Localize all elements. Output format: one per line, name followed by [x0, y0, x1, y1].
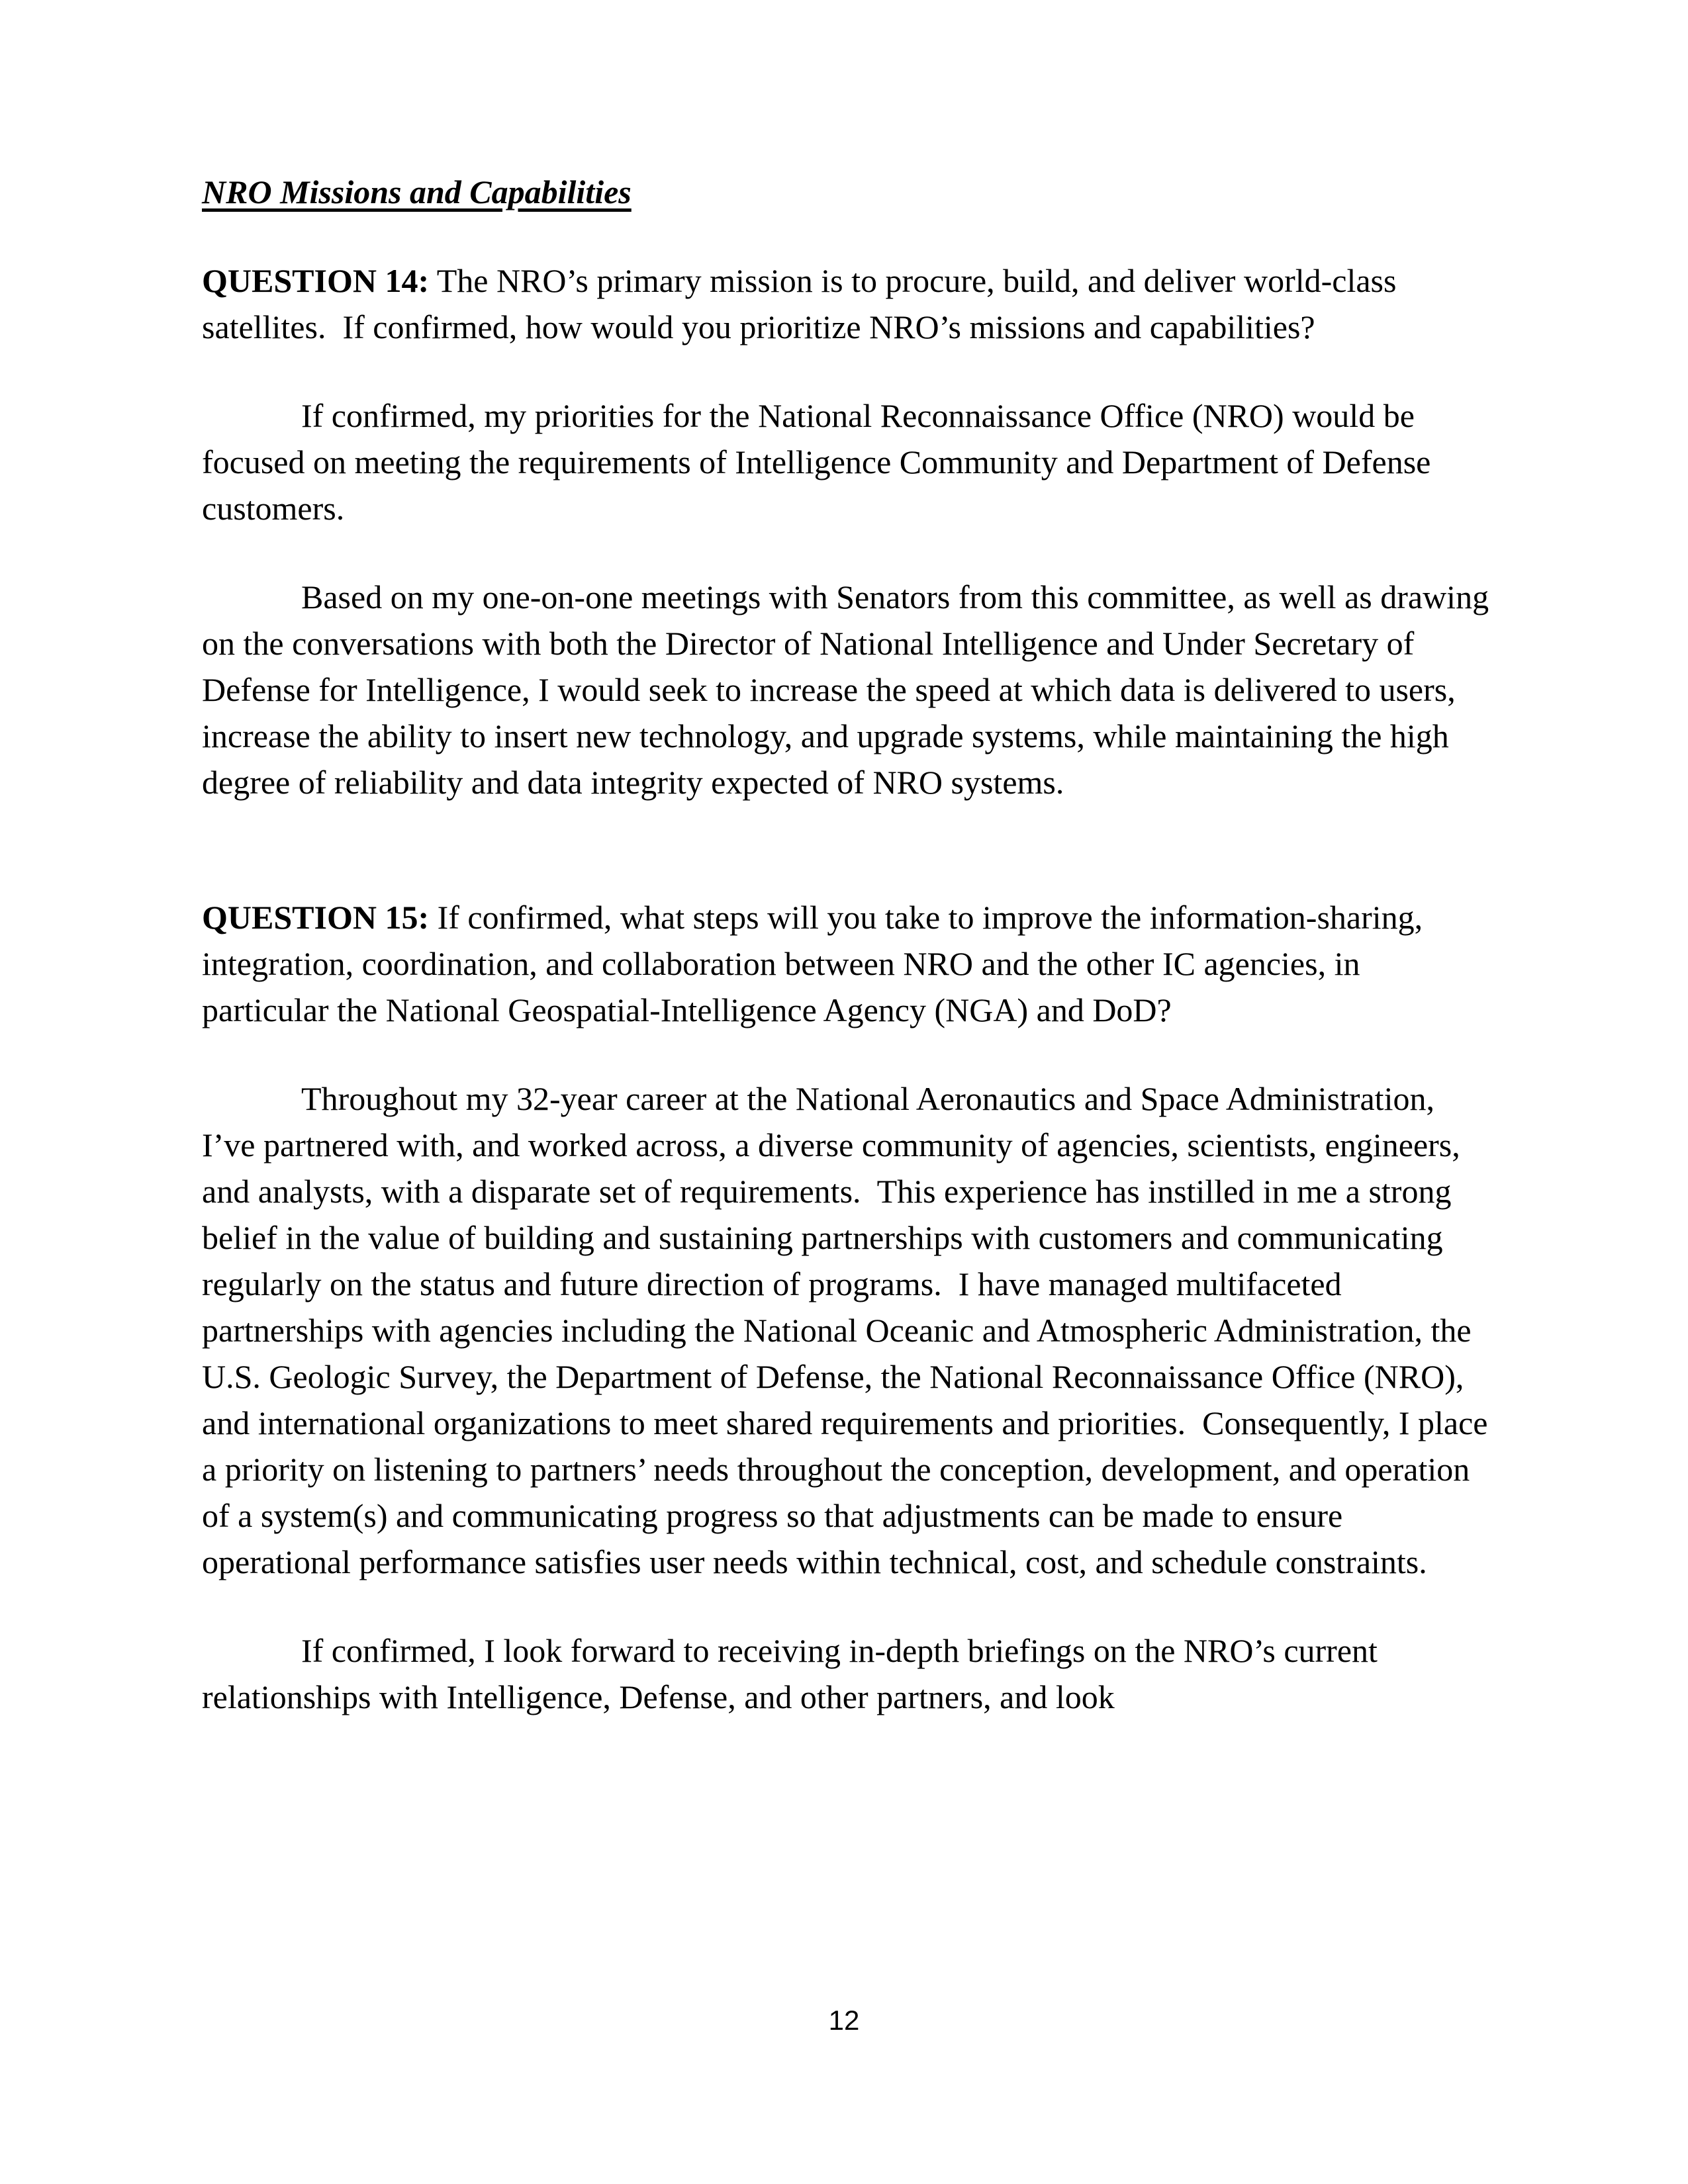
section-heading-text: NRO Missions and Capabilities	[202, 173, 632, 210]
question-15-label: QUESTION 15:	[202, 899, 430, 936]
question-15-text: If confirmed, what steps will you take to improve the information-sharing, integration, coordination, and collaboration between NRO and the other IC agencies, in particular the National Geospatial-Intelligence Agency (NGA) and DoD?	[202, 899, 1431, 1028]
section-heading	[202, 169, 1489, 215]
question-14-text: The NRO’s primary mission is to procure, build, and deliver world-class satellites. If confirmed, how would you prioritize NRO’s missions and capabilities?	[202, 262, 1405, 345]
answer-14-paragraph-2: Based on my one-on-one meetings with Senators from this committee, as well as drawing on the conversations with both the Director of National Intelligence and Under Secretary of Defense for Intelligence, I would seek to increase the speed at which data is delivered to users, increase the ability to insert new technology, and upgrade systems, while maintaining the high degree of reliability and data integrity expected of NRO systems.	[202, 578, 1497, 801]
question-15-paragraph	[202, 894, 1489, 1033]
answer-15-paragraph-1: Throughout my 32-year career at the National Aeronautics and Space Administration, I’ve partnered with, and worked across, a diverse community of agencies, scientists, engineers, and analysts, with a disparate set of requirements. This experience has instilled in me a strong belief in the value of building and sustaining partnerships with customers and communicating regularly on the status and future direction of programs. I have managed multifaceted partnerships with agencies including the National Oceanic and Atmospheric Administration, the U.S. Geologic Survey, the Department of Defense, the National Reconnaissance Office (NRO), and international organizations to meet shared requirements and priorities. Consequently, I place a priority on listening to partners’ needs throughout the conception, development, and operation of a system(s) and communicating progress so that adjustments can be made to ensure operational performance satisfies user needs within technical, cost, and schedule constraints.	[202, 1080, 1496, 1580]
page-number: 12	[828, 2005, 860, 2036]
answer-15-paragraph-2: If confirmed, I look forward to receiving in-depth briefings on the NRO’s current relationships with Intelligence, Defense, and other partners, and look	[202, 1632, 1386, 1715]
question-14-label: QUESTION 14:	[202, 262, 430, 299]
answer-14-paragraph-1: If confirmed, my priorities for the National Reconnaissance Office (NRO) would be focused on meeting the requirements of Intelligence Community and Department of Defense customers.	[202, 397, 1439, 527]
question-14-paragraph	[202, 257, 1489, 350]
